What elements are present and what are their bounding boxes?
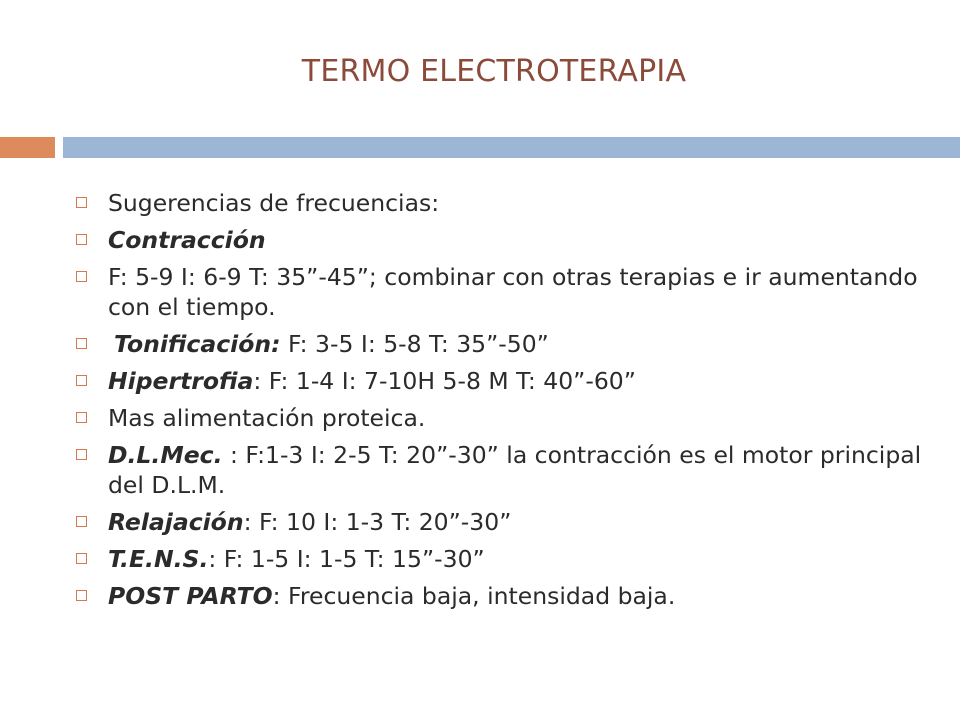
bullet-term: T.E.N.S. xyxy=(108,545,209,573)
square-bullet-icon xyxy=(76,271,87,282)
bullet-text: F: 5-9 I: 6-9 T: 35”-45”; combinar con otras terapias e ir aumentando con el tiempo. xyxy=(108,263,918,321)
bullet-item xyxy=(76,581,946,611)
bullet-text: : F:1-3 I: 2-5 T: 20”-30” la contracción es el motor principal del D.L.M. xyxy=(108,441,922,499)
slide-title: TERMO ELECTROTERAPIA xyxy=(301,54,687,89)
square-bullet-icon xyxy=(76,412,87,423)
bullet-term: Hipertrofia xyxy=(108,367,254,395)
bullet-text: Sugerencias de frecuencias: xyxy=(108,189,440,217)
square-bullet-icon xyxy=(76,375,87,386)
square-bullet-icon xyxy=(76,516,87,527)
bullet-text: : F: 10 I: 1-3 T: 20”-30” xyxy=(243,508,512,536)
bullet-term: Contracción xyxy=(108,226,266,254)
bullet-text: : F: 1-5 I: 1-5 T: 15”-30” xyxy=(208,545,485,573)
bullet-text: : F: 1-4 I: 7-10H 5-8 M T: 40”-60” xyxy=(253,367,636,395)
bullet-item xyxy=(76,225,946,255)
accent-bar-left xyxy=(0,137,55,158)
bullet-list xyxy=(76,188,946,618)
square-bullet-icon xyxy=(76,553,87,564)
bullet-text: F: 3-5 I: 5-8 T: 35”-50” xyxy=(280,330,549,358)
bullet-item xyxy=(76,188,946,218)
accent-bar-right xyxy=(63,137,960,158)
bullet-term: D.L.Mec. xyxy=(108,441,223,469)
bullet-item xyxy=(76,440,946,500)
bullet-term: Tonificación: xyxy=(114,330,281,358)
square-bullet-icon xyxy=(76,449,87,460)
bullet-term: Relajación xyxy=(108,508,244,536)
bullet-term: POST PARTO xyxy=(108,582,273,610)
bullet-item xyxy=(76,366,946,396)
square-bullet-icon xyxy=(76,197,87,208)
square-bullet-icon xyxy=(76,234,87,245)
square-bullet-icon xyxy=(76,590,87,601)
bullet-item xyxy=(76,262,946,322)
bullet-text: : Frecuencia baja, intensidad baja. xyxy=(272,582,676,610)
square-bullet-icon xyxy=(76,338,87,349)
bullet-item xyxy=(76,403,946,433)
bullet-item xyxy=(76,544,946,574)
bullet-item xyxy=(76,507,946,537)
bullet-text: Mas alimentación proteica. xyxy=(108,404,426,432)
bullet-item xyxy=(76,329,946,359)
